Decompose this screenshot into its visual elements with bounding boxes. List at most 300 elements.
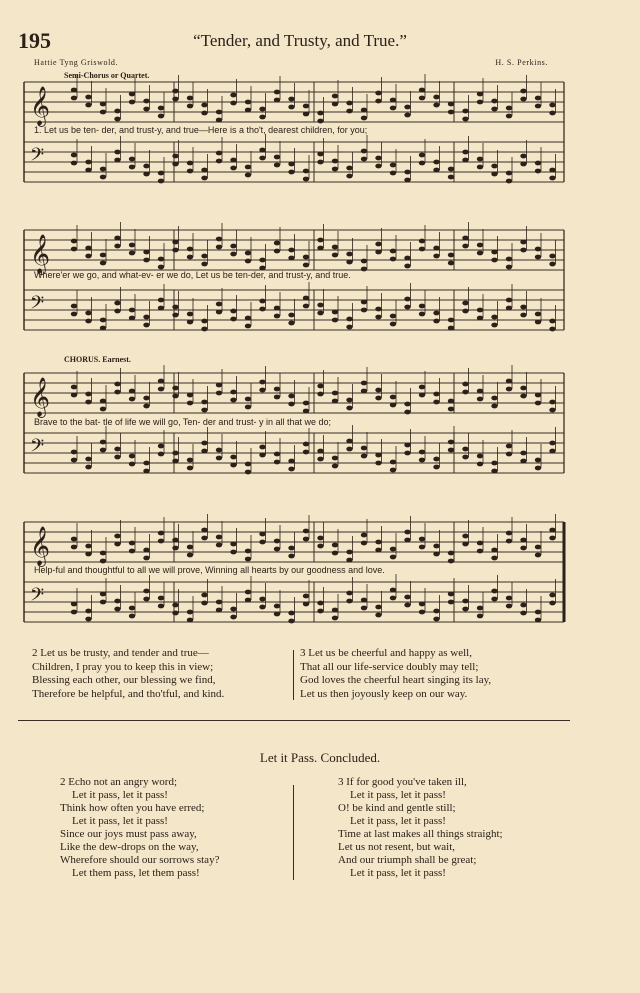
- note-head: [187, 610, 193, 615]
- note-head: [71, 247, 77, 252]
- stanza-line: And our triumph shall be great;: [338, 854, 477, 866]
- note-head: [520, 538, 526, 543]
- note-head: [129, 614, 135, 619]
- note-head: [419, 537, 425, 542]
- verse-line: Therefore be helpful, and tho'tful, and kind.: [32, 687, 225, 700]
- note-head: [100, 448, 106, 453]
- note-head: [433, 319, 439, 324]
- note-head: [375, 99, 381, 104]
- note-head: [506, 114, 512, 119]
- note-head: [303, 112, 309, 117]
- note-head: [375, 307, 381, 312]
- note-head: [259, 115, 265, 120]
- note-head: [245, 259, 251, 264]
- note-head: [216, 302, 222, 307]
- note-head: [520, 603, 526, 608]
- note-head: [390, 468, 396, 473]
- note-head: [419, 161, 425, 166]
- lyric-line-2: Where'er we go, and what-ev- er we do, Let us be ten-der, and trust-y, and true.: [34, 270, 351, 280]
- note-head: [390, 163, 396, 168]
- note-head: [172, 248, 178, 253]
- note-head: [332, 253, 338, 258]
- note-head: [288, 256, 294, 261]
- note-head: [158, 179, 164, 184]
- note-head: [404, 305, 410, 310]
- note-head: [85, 95, 91, 100]
- note-head: [216, 159, 222, 164]
- note-head: [245, 397, 251, 402]
- note-head: [129, 541, 135, 546]
- note-head: [332, 318, 338, 323]
- note-head: [216, 110, 222, 115]
- note-head: [317, 536, 323, 541]
- note-head: [85, 392, 91, 397]
- note-head: [433, 168, 439, 173]
- note-head: [158, 387, 164, 392]
- note-head: [491, 461, 497, 466]
- stanza-line: Since our joys must pass away,: [60, 828, 197, 840]
- note-head: [346, 439, 352, 444]
- note-head: [317, 449, 323, 454]
- note-head: [216, 543, 222, 548]
- note-head: [346, 599, 352, 604]
- note-head: [288, 611, 294, 616]
- note-head: [114, 301, 120, 306]
- note-head: [375, 540, 381, 545]
- note-head: [317, 384, 323, 389]
- note-head: [114, 309, 120, 314]
- note-head: [404, 603, 410, 608]
- note-head: [172, 313, 178, 318]
- note-head: [230, 398, 236, 403]
- note-head: [274, 163, 280, 168]
- note-head: [158, 604, 164, 609]
- note-head: [114, 117, 120, 122]
- note-head: [535, 458, 541, 463]
- note-head: [245, 100, 251, 105]
- note-head: [245, 590, 251, 595]
- note-head: [303, 602, 309, 607]
- note-head: [404, 451, 410, 456]
- note-head: [506, 257, 512, 262]
- note-head: [288, 402, 294, 407]
- note-head: [433, 457, 439, 462]
- note-head: [303, 450, 309, 455]
- note-head: [346, 447, 352, 452]
- note-head: [85, 544, 91, 549]
- stanza-line: Let it pass, let it pass!: [72, 789, 168, 801]
- note-head: [172, 162, 178, 167]
- note-head: [332, 94, 338, 99]
- note-head: [332, 608, 338, 613]
- note-head: [549, 176, 555, 181]
- note-head: [535, 320, 541, 325]
- note-head: [201, 319, 207, 324]
- note-head: [71, 385, 77, 390]
- note-head: [520, 162, 526, 167]
- note-head: [114, 534, 120, 539]
- note-head: [491, 469, 497, 474]
- note-head: [477, 606, 483, 611]
- note-head: [346, 252, 352, 257]
- note-head: [216, 456, 222, 461]
- note-head: [245, 405, 251, 410]
- note-head: [477, 541, 483, 546]
- note-head: [506, 106, 512, 111]
- note-head: [143, 461, 149, 466]
- note-head: [332, 543, 338, 548]
- note-head: [143, 250, 149, 255]
- note-head: [245, 173, 251, 178]
- note-head: [85, 609, 91, 614]
- note-head: [187, 393, 193, 398]
- treble-clef: 𝄞: [30, 86, 51, 126]
- note-head: [520, 394, 526, 399]
- note-head: [535, 255, 541, 260]
- note-head: [361, 116, 367, 121]
- note-head: [187, 104, 193, 109]
- note-head: [448, 261, 454, 266]
- note-head: [100, 102, 106, 107]
- note-head: [288, 170, 294, 175]
- note-head: [129, 397, 135, 402]
- stanza-3: [338, 776, 568, 880]
- note-head: [375, 250, 381, 255]
- note-head: [404, 402, 410, 407]
- note-head: [158, 257, 164, 262]
- note-head: [158, 306, 164, 311]
- note-head: [520, 248, 526, 253]
- note-head: [100, 407, 106, 412]
- note-head: [332, 399, 338, 404]
- note-head: [448, 551, 454, 556]
- note-head: [85, 457, 91, 462]
- note-head: [390, 249, 396, 254]
- note-head: [390, 171, 396, 176]
- note-head: [462, 390, 468, 395]
- note-head: [390, 588, 396, 593]
- note-head: [477, 165, 483, 170]
- note-head: [201, 441, 207, 446]
- note-head: [100, 440, 106, 445]
- note-head: [477, 316, 483, 321]
- note-head: [419, 96, 425, 101]
- note-head: [390, 555, 396, 560]
- treble-clef: 𝄞: [30, 526, 51, 566]
- note-head: [477, 308, 483, 313]
- note-head: [100, 559, 106, 564]
- treble-clef: 𝄞: [30, 234, 51, 274]
- note-head: [114, 447, 120, 452]
- note-head: [129, 389, 135, 394]
- note-head: [506, 306, 512, 311]
- note-head: [535, 393, 541, 398]
- note-head: [317, 457, 323, 462]
- note-head: [535, 466, 541, 471]
- note-head: [462, 117, 468, 122]
- note-head: [85, 617, 91, 622]
- note-head: [230, 166, 236, 171]
- note-head: [85, 168, 91, 173]
- stanza-line: Think how often you have erred;: [60, 802, 205, 814]
- note-head: [303, 255, 309, 260]
- note-head: [433, 609, 439, 614]
- note-head: [419, 153, 425, 158]
- stanza-line: Let it pass, let it pass!: [350, 815, 446, 827]
- note-head: [404, 256, 410, 261]
- note-head: [317, 303, 323, 308]
- note-head: [506, 265, 512, 270]
- verse-line: Children, I pray you to keep this in view;: [32, 660, 214, 673]
- note-head: [448, 326, 454, 331]
- note-head: [158, 379, 164, 384]
- note-head: [433, 160, 439, 165]
- bass-clef: 𝄢: [30, 293, 45, 318]
- note-head: [346, 317, 352, 322]
- note-head: [230, 317, 236, 322]
- note-head: [303, 169, 309, 174]
- note-head: [201, 528, 207, 533]
- note-head: [317, 392, 323, 397]
- note-head: [549, 327, 555, 332]
- note-head: [259, 380, 265, 385]
- note-head: [506, 179, 512, 184]
- note-head: [259, 148, 265, 153]
- note-head: [259, 453, 265, 458]
- note-head: [317, 609, 323, 614]
- note-head: [187, 458, 193, 463]
- note-head: [317, 119, 323, 124]
- note-head: [71, 96, 77, 101]
- music-system-2: [16, 230, 576, 340]
- note-head: [390, 98, 396, 103]
- note-head: [549, 168, 555, 173]
- note-head: [158, 531, 164, 536]
- note-head: [317, 246, 323, 251]
- note-head: [85, 103, 91, 108]
- note-head: [375, 164, 381, 169]
- note-head: [143, 404, 149, 409]
- lyricist: Hattie Tyng Griswold.: [34, 58, 119, 67]
- note-head: [491, 164, 497, 169]
- note-head: [549, 449, 555, 454]
- note-head: [259, 540, 265, 545]
- note-head: [491, 172, 497, 177]
- note-head: [187, 553, 193, 558]
- note-head: [187, 312, 193, 317]
- note-head: [288, 97, 294, 102]
- note-head: [201, 254, 207, 259]
- note-head: [129, 606, 135, 611]
- note-head: [433, 311, 439, 316]
- note-head: [361, 541, 367, 546]
- note-head: [477, 614, 483, 619]
- note-head: [129, 549, 135, 554]
- note-head: [100, 326, 106, 331]
- note-head: [361, 598, 367, 603]
- note-head: [462, 236, 468, 241]
- note-head: [390, 257, 396, 262]
- note-head: [419, 312, 425, 317]
- note-head: [288, 394, 294, 399]
- note-head: [477, 397, 483, 402]
- note-head: [491, 597, 497, 602]
- note-head: [216, 245, 222, 250]
- note-head: [462, 244, 468, 249]
- note-head: [172, 611, 178, 616]
- hymn-number: 195: [18, 28, 51, 53]
- note-head: [375, 242, 381, 247]
- verse-3: [300, 647, 570, 701]
- note-head: [477, 92, 483, 97]
- note-head: [230, 390, 236, 395]
- note-head: [245, 557, 251, 562]
- note-head: [230, 615, 236, 620]
- note-head: [85, 465, 91, 470]
- note-head: [143, 258, 149, 263]
- note-head: [187, 255, 193, 260]
- note-head: [100, 551, 106, 556]
- note-head: [216, 391, 222, 396]
- note-head: [462, 309, 468, 314]
- note-head: [114, 607, 120, 612]
- note-head: [201, 449, 207, 454]
- note-head: [85, 254, 91, 259]
- note-head: [462, 301, 468, 306]
- note-head: [187, 466, 193, 471]
- note-head: [172, 459, 178, 464]
- stanza-line: 2 Echo not an angry word;: [60, 776, 177, 788]
- note-head: [433, 392, 439, 397]
- stanza-line: Let us not resent, but wait,: [338, 841, 456, 853]
- note-head: [477, 389, 483, 394]
- note-head: [71, 545, 77, 550]
- note-head: [462, 455, 468, 460]
- note-head: [317, 152, 323, 157]
- note-head: [390, 314, 396, 319]
- note-head: [535, 618, 541, 623]
- note-head: [259, 597, 265, 602]
- note-head: [346, 398, 352, 403]
- verse-2: [32, 647, 294, 701]
- note-head: [491, 404, 497, 409]
- note-head: [259, 532, 265, 537]
- note-head: [143, 597, 149, 602]
- note-head: [448, 600, 454, 605]
- note-head: [114, 542, 120, 547]
- note-head: [535, 104, 541, 109]
- note-head: [332, 167, 338, 172]
- note-head: [506, 444, 512, 449]
- note-head: [375, 453, 381, 458]
- note-head: [230, 252, 236, 257]
- note-head: [491, 315, 497, 320]
- note-head: [520, 451, 526, 456]
- note-head: [375, 315, 381, 320]
- note-head: [346, 558, 352, 563]
- note-head: [491, 99, 497, 104]
- note-head: [172, 538, 178, 543]
- note-head: [549, 319, 555, 324]
- verse-line: 2 Let us be trusty, and tender and true—: [32, 647, 209, 659]
- note-head: [71, 450, 77, 455]
- direction-semi-chorus: Semi-Chorus or Quartet.: [64, 71, 150, 80]
- note-head: [158, 539, 164, 544]
- note-head: [506, 171, 512, 176]
- note-head: [216, 535, 222, 540]
- note-head: [317, 238, 323, 243]
- note-head: [404, 113, 410, 118]
- stanza-line: Time at last makes all things straight;: [338, 828, 503, 840]
- bass-clef: 𝄢: [30, 436, 45, 461]
- note-head: [274, 249, 280, 254]
- note-head: [100, 253, 106, 258]
- note-head: [535, 610, 541, 615]
- note-head: [346, 166, 352, 171]
- note-head: [433, 246, 439, 251]
- note-head: [462, 158, 468, 163]
- note-head: [201, 601, 207, 606]
- verse-line: That all our life-service doubly may tell;: [300, 660, 479, 673]
- note-head: [361, 389, 367, 394]
- note-head: [448, 167, 454, 172]
- note-head: [462, 447, 468, 452]
- note-head: [491, 323, 497, 328]
- note-head: [390, 403, 396, 408]
- note-head: [317, 601, 323, 606]
- stanza-divider: [293, 785, 294, 880]
- note-head: [288, 321, 294, 326]
- note-head: [317, 311, 323, 316]
- note-head: [375, 388, 381, 393]
- section-divider: [18, 720, 570, 721]
- note-head: [520, 240, 526, 245]
- note-head: [114, 455, 120, 460]
- note-head: [419, 450, 425, 455]
- note-head: [259, 388, 265, 393]
- note-head: [172, 451, 178, 456]
- note-head: [506, 531, 512, 536]
- note-head: [404, 595, 410, 600]
- note-head: [114, 150, 120, 155]
- note-head: [520, 97, 526, 102]
- stanza-2: [60, 776, 290, 880]
- note-head: [361, 259, 367, 264]
- note-head: [375, 605, 381, 610]
- note-head: [129, 454, 135, 459]
- note-head: [535, 545, 541, 550]
- note-head: [419, 247, 425, 252]
- note-head: [71, 610, 77, 615]
- note-head: [303, 263, 309, 268]
- note-head: [535, 312, 541, 317]
- note-head: [201, 408, 207, 413]
- note-head: [71, 153, 77, 158]
- note-head: [143, 172, 149, 177]
- note-head: [520, 386, 526, 391]
- note-head: [419, 602, 425, 607]
- note-head: [71, 458, 77, 463]
- note-head: [491, 107, 497, 112]
- stanza-line: Wherefore should our sorrows stay?: [60, 854, 220, 866]
- note-head: [288, 554, 294, 559]
- note-head: [346, 325, 352, 330]
- section-title: Let it Pass. Concluded.: [259, 750, 381, 765]
- note-head: [216, 118, 222, 123]
- note-head: [245, 598, 251, 603]
- note-head: [288, 546, 294, 551]
- note-head: [433, 95, 439, 100]
